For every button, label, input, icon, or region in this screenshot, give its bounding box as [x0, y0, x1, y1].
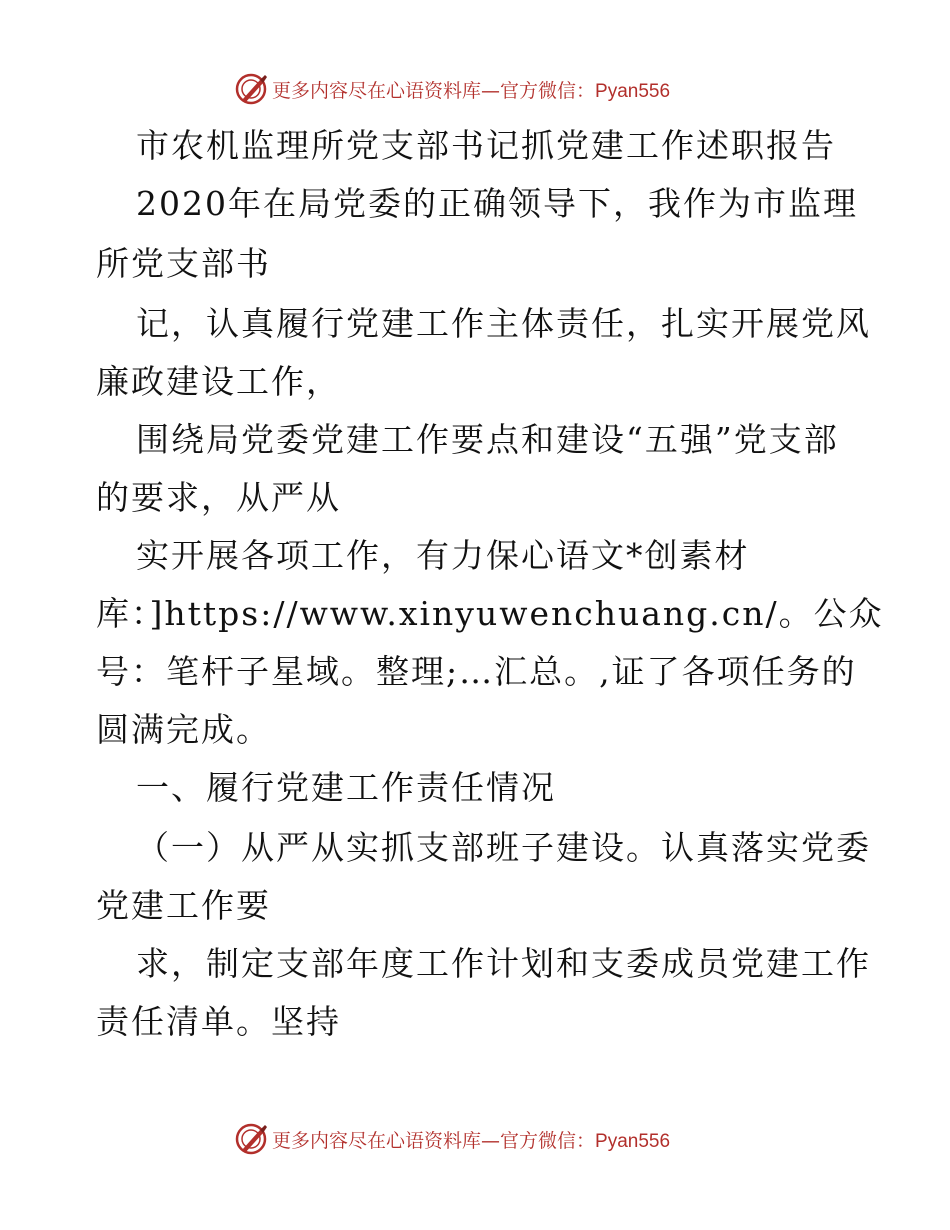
banner-wechat-label: 官方微信：: [500, 80, 596, 102]
text-line: 记，认真履行党建工作主体责任，扎实开展党风: [136, 304, 871, 343]
document-title: 市农机监理所党支部书记抓党建工作述职报告: [136, 126, 836, 165]
header-banner: [0, 70, 950, 110]
pen-logo-icon: [234, 1122, 268, 1156]
text-line: 所党支部书: [96, 244, 271, 283]
text-line: 廉政建设工作，: [96, 362, 341, 401]
subsection-heading: （一）从严从实抓支部班子建设。认真落实党委: [136, 828, 871, 867]
document-body: [96, 124, 884, 1064]
banner-separator: —: [481, 1130, 501, 1152]
banner-text: [272, 76, 670, 103]
footer-banner: [0, 1120, 950, 1160]
text-line: 的要求，从严从: [96, 478, 341, 517]
text-line: 库：]https://www.xinyuwenchuang.cn/。公众: [96, 594, 884, 633]
text-line: 2020年在局党委的正确领导下，我作为市监理: [136, 184, 858, 223]
banner-wechat-id: Pyan556: [595, 1131, 671, 1152]
banner-wechat-id: Pyan556: [595, 81, 671, 102]
text-line: 号：笔杆子星域。整理;…汇总。,证了各项任务的: [96, 652, 857, 691]
banner-text: [272, 1126, 670, 1153]
text-line: 围绕局党委党建工作要点和建设“五强”党支部: [136, 420, 839, 459]
text-line: 求，制定支部年度工作计划和支委成员党建工作: [136, 944, 871, 983]
banner-site-text: 更多内容尽在心语资料库: [272, 1130, 482, 1152]
banner-wechat-label: 官方微信：: [500, 1130, 596, 1152]
text-line: 党建工作要: [96, 886, 271, 925]
banner-separator: —: [481, 80, 501, 102]
text-line: 实开展各项工作，有力保心语文*创素材: [136, 536, 750, 575]
pen-logo-icon: [234, 72, 268, 106]
text-line: 责任清单。坚持: [96, 1002, 341, 1041]
text-line: 圆满完成。: [96, 710, 271, 749]
section-heading: 一、履行党建工作责任情况: [136, 768, 556, 807]
banner-site-text: 更多内容尽在心语资料库: [272, 80, 482, 102]
